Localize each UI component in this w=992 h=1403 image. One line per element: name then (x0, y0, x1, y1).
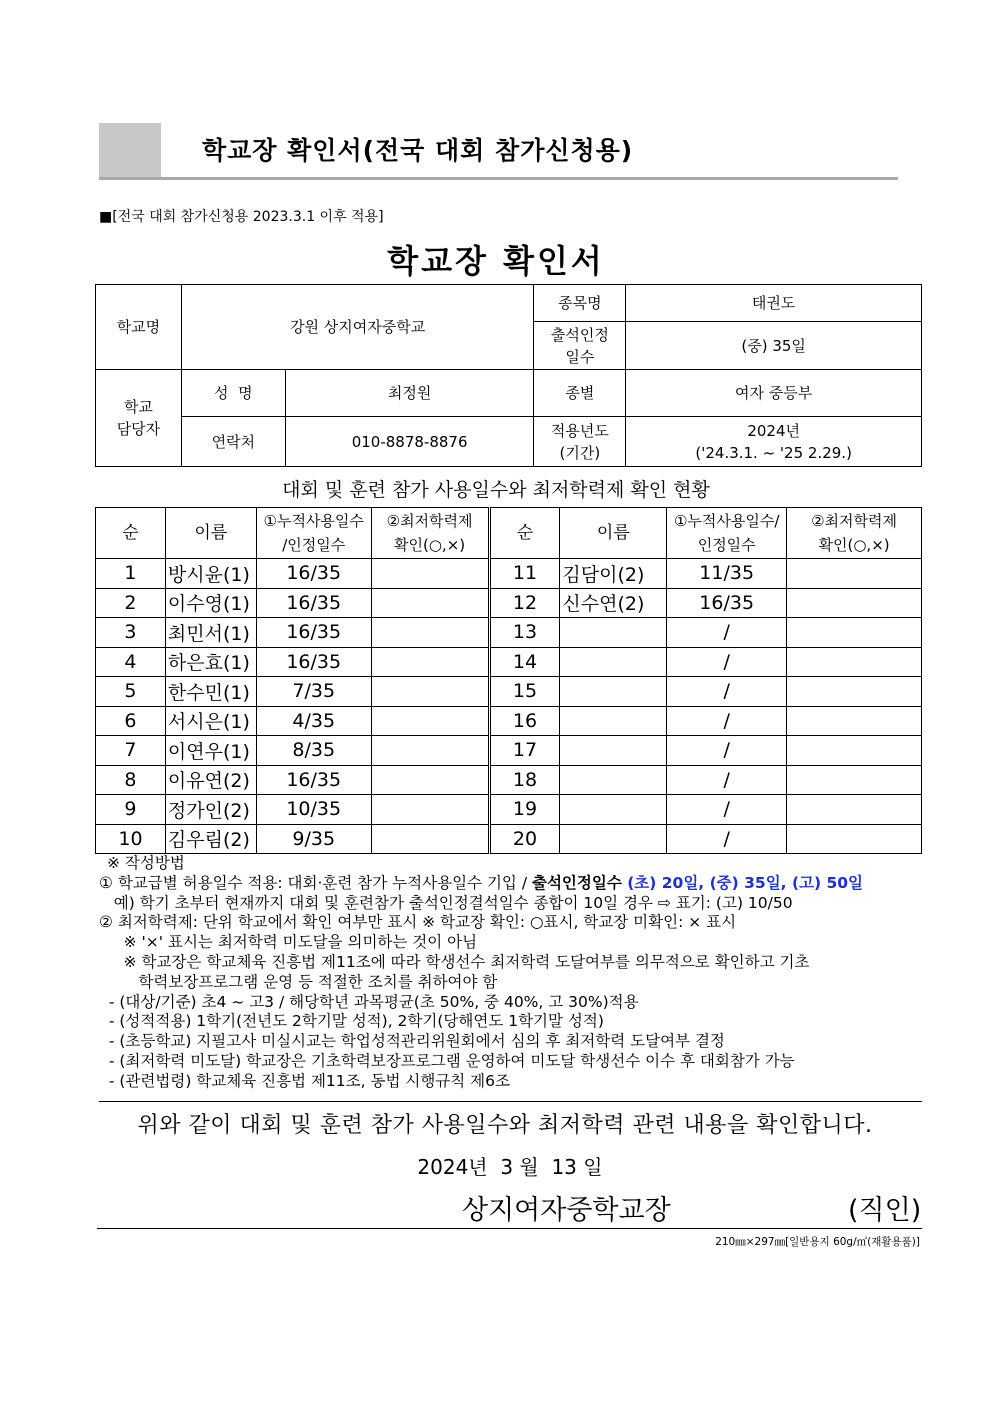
header-min-right: ②최저학력제 확인(○,×) (787, 508, 922, 559)
row-check (371, 618, 489, 648)
row-days: 8/35 (256, 736, 371, 766)
table-row (96, 588, 922, 618)
row-name: 이수영(1) (165, 588, 256, 618)
row-no: 14 (489, 647, 560, 677)
contact-value: 010-8878-8876 (285, 417, 534, 467)
year-label: 적용년도 (기간) (534, 417, 626, 467)
row-days: 16/35 (256, 647, 371, 677)
row-days: 10/35 (256, 795, 371, 825)
table-row (96, 618, 922, 648)
row-name (560, 706, 667, 736)
writing-guide (99, 854, 922, 1092)
row-no: 12 (489, 588, 560, 618)
row-check (371, 706, 489, 736)
header-no: 순 (96, 508, 166, 559)
row-name: 서시은(1) (165, 706, 256, 736)
row-days: / (667, 765, 787, 795)
header-min: ②최저학력제 확인(○,×) (371, 508, 489, 559)
divider (99, 1101, 922, 1102)
row-no: 3 (96, 618, 166, 648)
guide-detail-1: - (대상/기준) 초4 ~ 고3 / 해당학년 과목평균(초 50%, 중 40%, 고 30%)적용 (99, 992, 639, 1011)
row-no: 18 (489, 765, 560, 795)
row-days: / (667, 647, 787, 677)
table-row (96, 677, 922, 707)
guide-detail-4: - (최저학력 미도달) 학교장은 기초학력보장프로그램 운영하여 미도달 학생선수 이수 후 대회참가 가능 (99, 1051, 795, 1070)
header-name: 이름 (165, 508, 256, 559)
row-days: / (667, 795, 787, 825)
guide-detail-5: - (관련법령) 학교체육 진흥법 제11조, 동법 시행규칙 제6조 (99, 1071, 510, 1090)
row-check (787, 559, 922, 589)
row-name: 하은효(1) (165, 647, 256, 677)
row-check (787, 824, 922, 854)
row-name: 최민서(1) (165, 618, 256, 648)
section-title: 대회 및 훈련 참가 사용일수와 최저학력제 확인 현황 (282, 479, 710, 501)
row-name: 김우림(2) (165, 824, 256, 854)
table-row (96, 706, 922, 736)
confirmation-statement: 위와 같이 대회 및 훈련 참가 사용일수와 최저학력 관련 내용을 확인합니다. (137, 1113, 873, 1138)
contact-label: 연락처 (181, 417, 285, 467)
row-check (371, 795, 489, 825)
form-header-title: 학교장 확인서(전국 대회 참가신청용) (202, 136, 634, 165)
row-days: / (667, 706, 787, 736)
row-name (560, 618, 667, 648)
name-value: 최정원 (285, 370, 534, 417)
header-no-right: 순 (489, 508, 560, 559)
school-info-table (95, 284, 922, 467)
year-value: 2024년 ('24.3.1. ~ '25 2.29.) (626, 417, 922, 467)
row-check (787, 706, 922, 736)
table-row (96, 736, 922, 766)
row-days: 4/35 (256, 706, 371, 736)
row-check (371, 559, 489, 589)
table-row (96, 647, 922, 677)
row-check (371, 765, 489, 795)
row-no: 1 (96, 559, 166, 589)
document-title: 학교장 확인서 (387, 242, 605, 280)
name-label: 성 명 (181, 370, 285, 417)
row-check (787, 647, 922, 677)
table-row (96, 765, 922, 795)
school-value: 강원 상지여자중학교 (181, 285, 534, 370)
row-name: 김담이(2) (560, 559, 667, 589)
paper-spec-footnote: 210㎜×297㎜[일반용지 60g/㎡(재활용품)] (715, 1236, 920, 1248)
row-no: 6 (96, 706, 166, 736)
header-name-right: 이름 (560, 508, 667, 559)
official-seal-label: (직인) (848, 1195, 922, 1226)
attend-value: (중) 35일 (626, 322, 922, 370)
row-check (371, 677, 489, 707)
row-name: 방시윤(1) (165, 559, 256, 589)
guide-item-2-note-a: ※ '×' 표시는 최저학력 미도달을 의미하는 것이 아님 (99, 933, 478, 952)
row-name: 정가인(2) (165, 795, 256, 825)
header-days-right: ①누적사용일수/ 인정일수 (667, 508, 787, 559)
table-row (96, 824, 922, 854)
table-row (96, 559, 922, 589)
school-label: 학교명 (96, 285, 182, 370)
row-days: 16/35 (256, 618, 371, 648)
guide-item-1: ① 학교급별 허용일수 적용: 대회·훈련 참가 누적사용일수 기입 / 출석인정일수 (초) 20일, (중) 35일, (고) 50일 (99, 873, 864, 892)
table-header-row (96, 508, 922, 559)
row-no: 10 (96, 824, 166, 854)
row-check (371, 647, 489, 677)
row-name (560, 677, 667, 707)
guide-item-2: ② 최저학력제: 단위 학교에서 확인 여부만 표시 ※ 학교장 확인: ○표시, 학교장 미확인: × 표시 (99, 913, 737, 932)
row-days: 16/35 (256, 588, 371, 618)
category-label: 종별 (534, 370, 626, 417)
row-name (560, 736, 667, 766)
row-days: 7/35 (256, 677, 371, 707)
row-name (560, 824, 667, 854)
form-header (99, 123, 898, 180)
event-label: 종목명 (534, 285, 626, 322)
row-check (787, 765, 922, 795)
row-name (560, 765, 667, 795)
guide-item-2-note-b2: 학력보장프로그램 운영 등 적절한 조치를 취하여야 함 (99, 972, 498, 991)
manager-label: 학교 담당자 (96, 370, 182, 467)
row-no: 16 (489, 706, 560, 736)
row-name: 이유연(2) (165, 765, 256, 795)
row-no: 13 (489, 618, 560, 648)
row-no: 5 (96, 677, 166, 707)
signing-date: 2024년 3 월 13 일 (417, 1155, 603, 1179)
row-no: 2 (96, 588, 166, 618)
row-name (560, 647, 667, 677)
row-check (787, 618, 922, 648)
attend-label: 출석인정 일수 (534, 322, 626, 370)
row-name: 이연우(1) (165, 736, 256, 766)
row-check (787, 588, 922, 618)
row-check (371, 588, 489, 618)
category-value: 여자 중등부 (626, 370, 922, 417)
row-check (371, 824, 489, 854)
row-no: 11 (489, 559, 560, 589)
row-days: / (667, 824, 787, 854)
event-value: 태권도 (626, 285, 922, 322)
row-days: 9/35 (256, 824, 371, 854)
header-accent-block (99, 123, 161, 177)
row-days: / (667, 736, 787, 766)
guide-heading: ※ 작성방법 (107, 854, 185, 872)
row-days: 16/35 (256, 765, 371, 795)
guide-detail-2: - (성적적용) 1학기(전년도 2학기말 성적), 2학기(당해연도 1학기말 성적) (99, 1012, 604, 1031)
row-check (787, 736, 922, 766)
row-no: 20 (489, 824, 560, 854)
row-no: 19 (489, 795, 560, 825)
participant-table (95, 507, 922, 854)
applicability-note: ■[전국 대회 참가신청용 2023.3.1 이후 적용] (99, 209, 384, 225)
row-check (371, 736, 489, 766)
row-check (787, 795, 922, 825)
footer-divider (97, 1228, 922, 1229)
row-no: 7 (96, 736, 166, 766)
row-check (787, 677, 922, 707)
row-days: / (667, 618, 787, 648)
row-name: 한수민(1) (165, 677, 256, 707)
principal-signature: 상지여자중학교장 (462, 1195, 671, 1226)
table-row (96, 795, 922, 825)
header-days: ①누적사용일수 /인정일수 (256, 508, 371, 559)
row-no: 15 (489, 677, 560, 707)
row-name (560, 795, 667, 825)
row-days: 16/35 (256, 559, 371, 589)
guide-item-2-note-b1: ※ 학교장은 학교체육 진흥법 제11조에 따라 학생선수 최저학력 도달여부를 의무적으로 확인하고 기초 (99, 952, 810, 971)
guide-item-1-example: 예) 학기 초부터 현재까지 대회 및 훈련참가 출석인정결석일수 종합이 10일 경우 ⇨ 표기: (고) 10/50 (99, 893, 793, 912)
row-days: / (667, 677, 787, 707)
row-no: 8 (96, 765, 166, 795)
guide-detail-3: - (초등학교) 지필고사 미실시교는 학업성적관리위원회에서 심의 후 최저학력 도달여부 결정 (99, 1032, 725, 1051)
row-days: 11/35 (667, 559, 787, 589)
row-days: 16/35 (667, 588, 787, 618)
row-no: 17 (489, 736, 560, 766)
row-no: 4 (96, 647, 166, 677)
row-name: 신수연(2) (560, 588, 667, 618)
row-no: 9 (96, 795, 166, 825)
